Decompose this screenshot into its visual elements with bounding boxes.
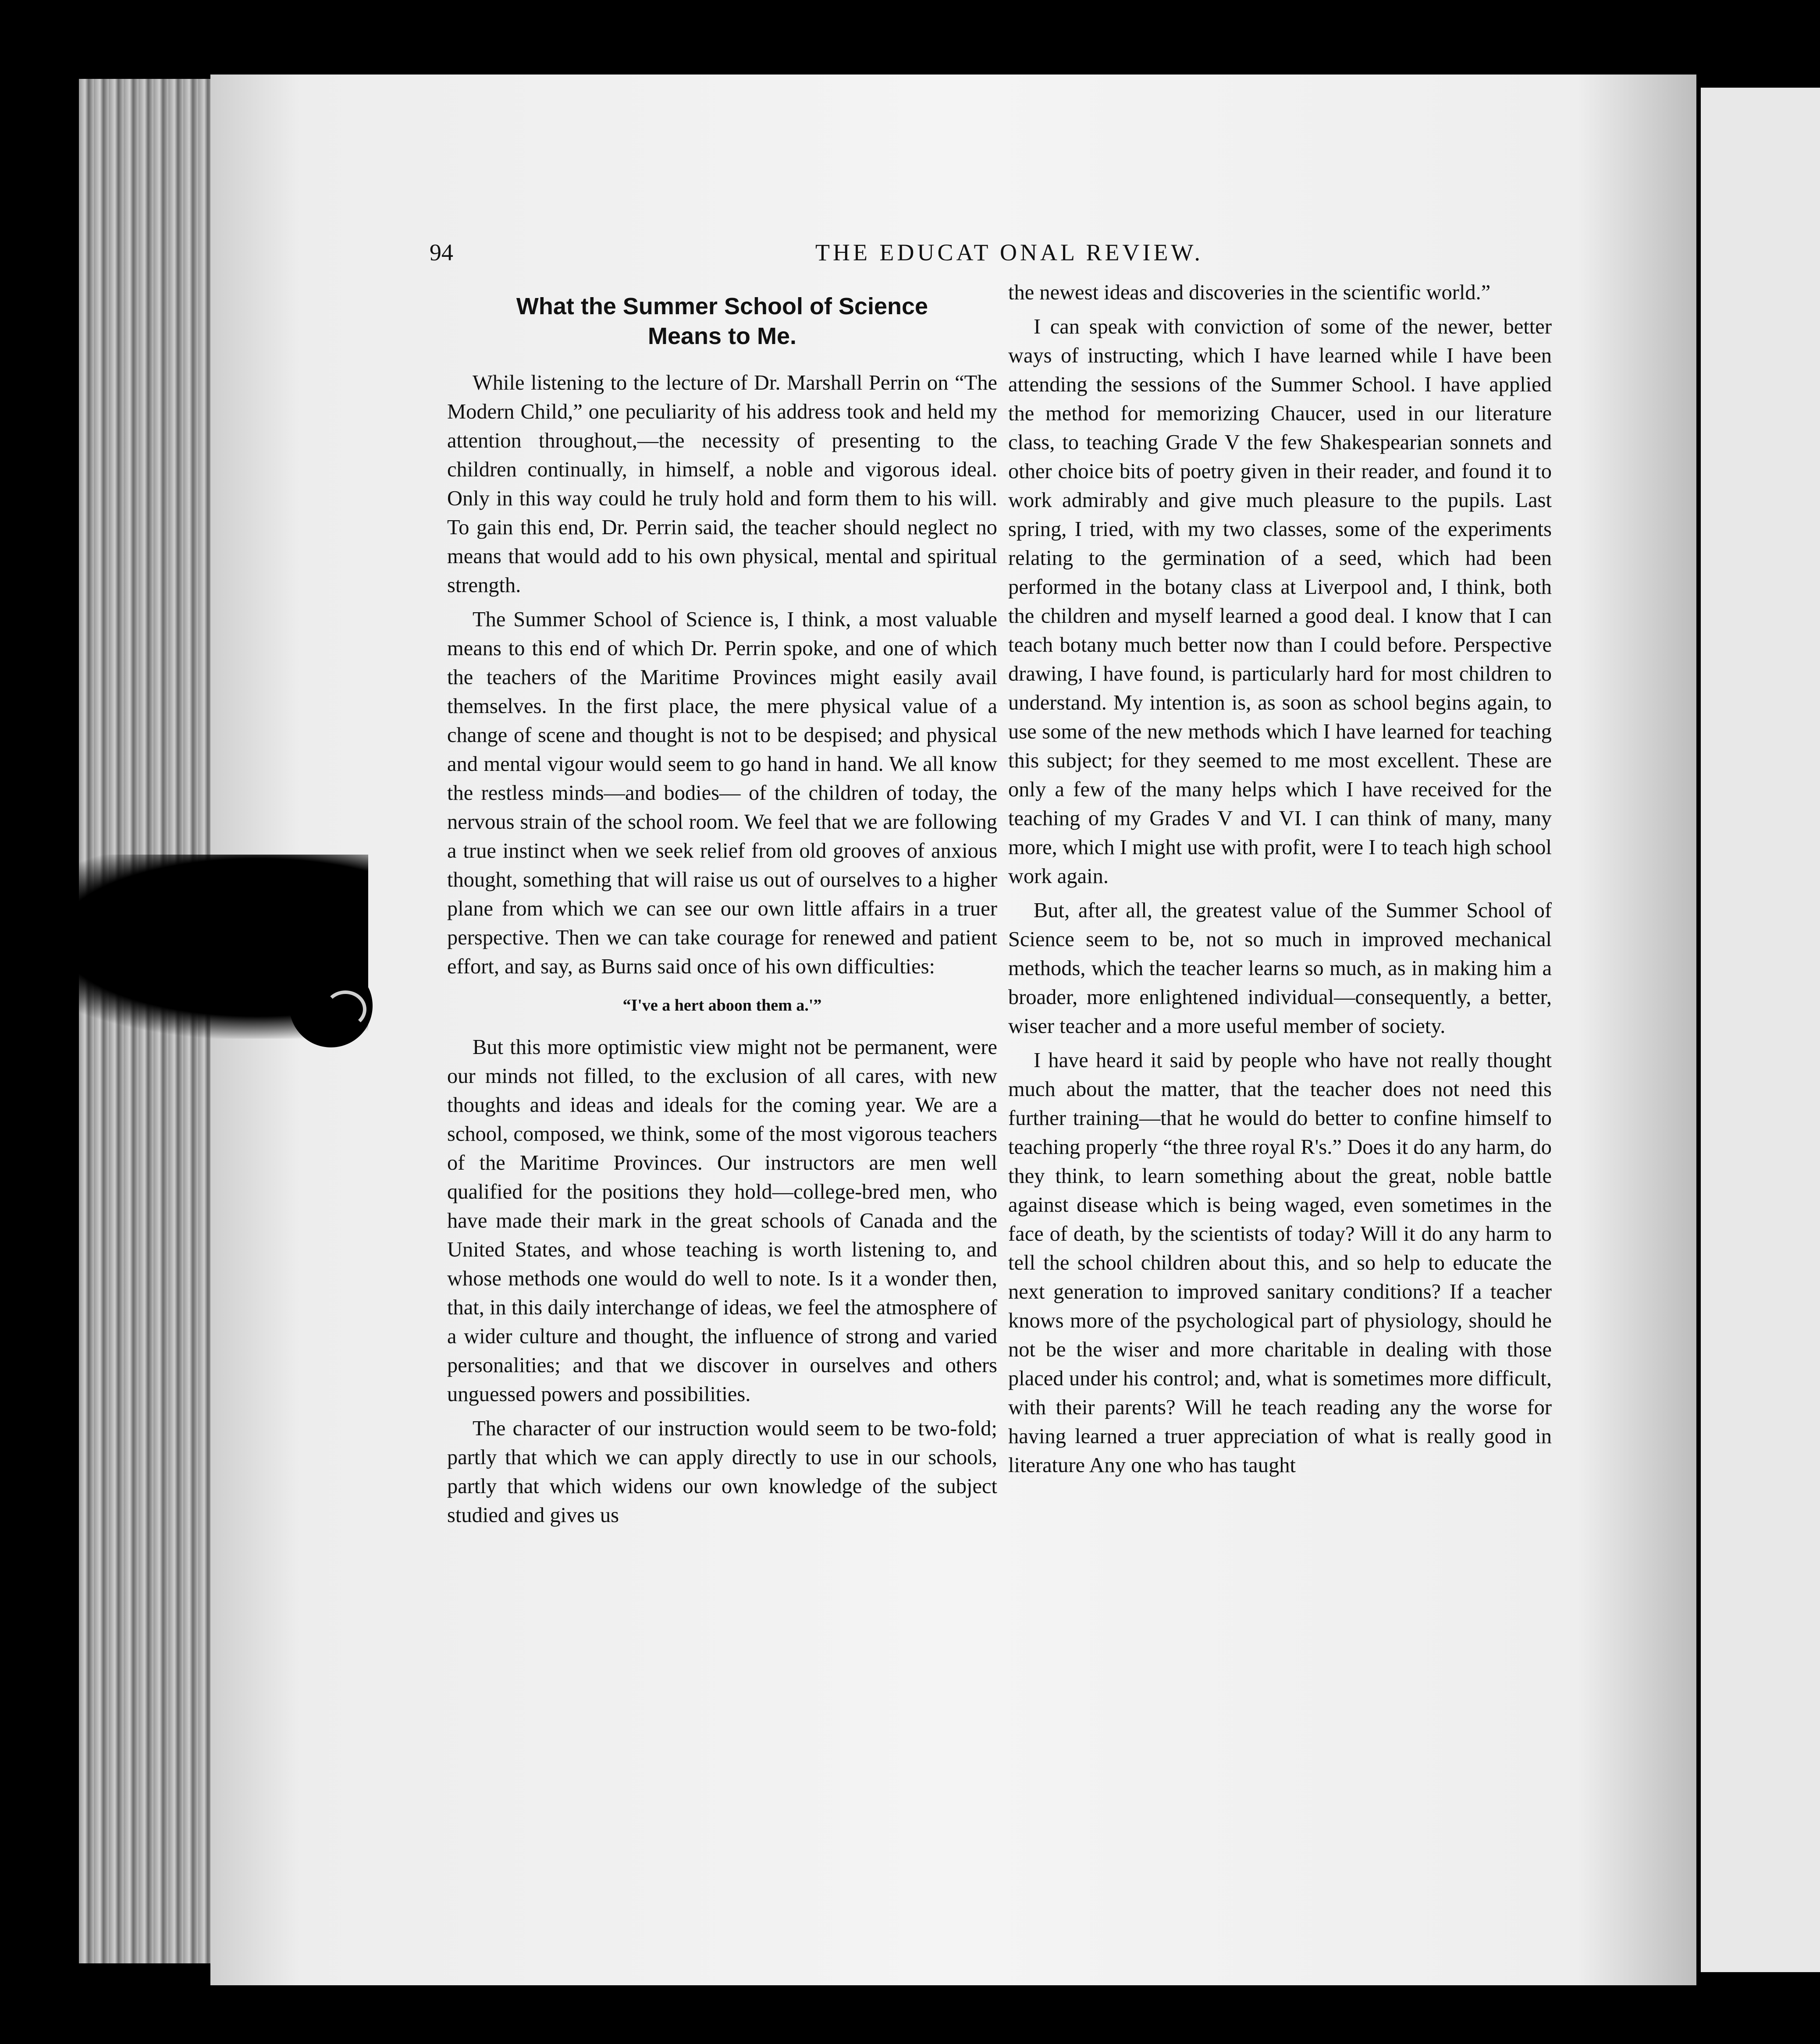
running-title: THE EDUCAT ONAL REVIEW. (815, 239, 1203, 266)
paragraph: I have heard it said by people who have not really thought much about the matter, that the teacher does not need this further training—that he would do better to confine himself to teaching properly “the three royal R's.” Does it do any harm, do they think, to learn something about the great, noble battle against disease which is being waged, even sometimes in the face of death, by the scientists of today? Will it do any harm to tell the school children about this, and so help to educate the next generation to improved sanitary conditions? If a teacher knows more of the psychological part of physiology, should he not be the wiser and more charitable in dealing with those placed under his control; and, what is sometimes more difficult, with their parents? Will he teach reading any the worse for having learned a truer appreciation of what is really good in literature Any one who has taught (1008, 1049, 1552, 1477)
page-number: 94 (430, 239, 453, 266)
right-column (1008, 278, 1552, 1485)
paragraph: The Summer School of Science is, I think, a most valuable means to this end of which Dr. Perrin spoke, and one of which the teachers of the Maritime Provinces might easily avail themselves. In the first place, the mere physical value of a change of scene and thought is not to be despised; and physical and mental vigour would seem to go hand in hand. We all know the restless minds—and bodies— of the children of today, the nervous strain of the school room. We feel that we are following a true instinct when we seek relief from old grooves of anxious thought, something that will raise us out of ourselves to a higher plane from which we can see our own little affairs in a truer perspective. Then we can take courage for renewed and patient effort, and say, as Burns said once of his own difficulties: (447, 608, 997, 978)
article-title (447, 291, 997, 351)
facing-page-edge (1701, 88, 1820, 1972)
burns-quote: “I've a hert aboon them a.'” (622, 996, 822, 1015)
paragraph: I can speak with conviction of some of the newer, better ways of instructing, which I have learned while I have been attending the sessions of the Summer School. I have applied the method for memorizing Chaucer, used in our literature class, to teaching Grade V the few Shakespearian sonnets and other choice bits of poetry given in their reader, and found it to work admirably and give much pleasure to the pupils. Last spring, I tried, with my two classes, some of the experiments relating to the germination of a seed, which had been performed in the botany class at Liverpool and, I think, both the children and myself learned a good deal. I know that I can teach botany much better now than I could before. Perspective drawing, I have found, is particularly hard for most children to understand. My intention is, as soon as school begins again, to use some of the new methods which I have learned for teaching this subject; for they seemed to me most excellent. These are only a few of the many helps which I have received for the teaching of my Grades V and VI. I can think of many, many more, which I might use with profit, were I to teach high school work again. (1008, 315, 1552, 888)
page-header (430, 239, 1767, 274)
article-title-line-1: What the Summer School of Science (516, 293, 928, 319)
paragraph-continuation: the newest ideas and discoveries in the scientific world.” (1008, 281, 1491, 304)
paragraph: While listening to the lecture of Dr. Marshall Perrin on “The Modern Child,” one peculiarity of his address took and held my attention throughout,—the necessity of presenting to the children continually, in himself, a noble and vigorous ideal. Only in this way could he truly hold and form them to his will. To gain this end, Dr. Perrin said, the teacher should neglect no means that would add to his own physical, mental and spiritual strength. (447, 371, 997, 597)
thumbnail-highlight (324, 990, 366, 1028)
article-title-line-2: Means to Me. (647, 323, 797, 349)
paragraph: The character of our instruction would seem to be two-fold; partly that which we can apply directly to use in our schools, partly that which widens our own knowledge of the subject studied and gives us (447, 1417, 997, 1527)
left-column (447, 291, 997, 1535)
paragraph: But, after all, the greatest value of the Summer School of Science seem to be, not so much in improved mechanical methods, which the teacher learns so much, as in making him a broader, more enlightened individual—consequently, a better, wiser teacher and a more useful member of society. (1008, 899, 1552, 1038)
paragraph: But this more optimistic view might not be permanent, were our minds not filled, to the exclusion of all cares, with new thoughts and ideas and ideals for the coming year. We are a school, composed, we think, some of the most vigorous teachers of the Maritime Provinces. Our instructors are men well qualified for the positions they hold—college-bred men, who have made their mark in the great schools of Canada and the United States, and whose teaching is worth listening to, and whose methods one would do well to note. Is it a wonder then, that, in this daily interchange of ideas, we feel the atmosphere of a wider culture and thought, the influence of strong and varied personalities; and that we discover in ourselves and others unguessed powers and possibilities. (447, 1036, 997, 1406)
